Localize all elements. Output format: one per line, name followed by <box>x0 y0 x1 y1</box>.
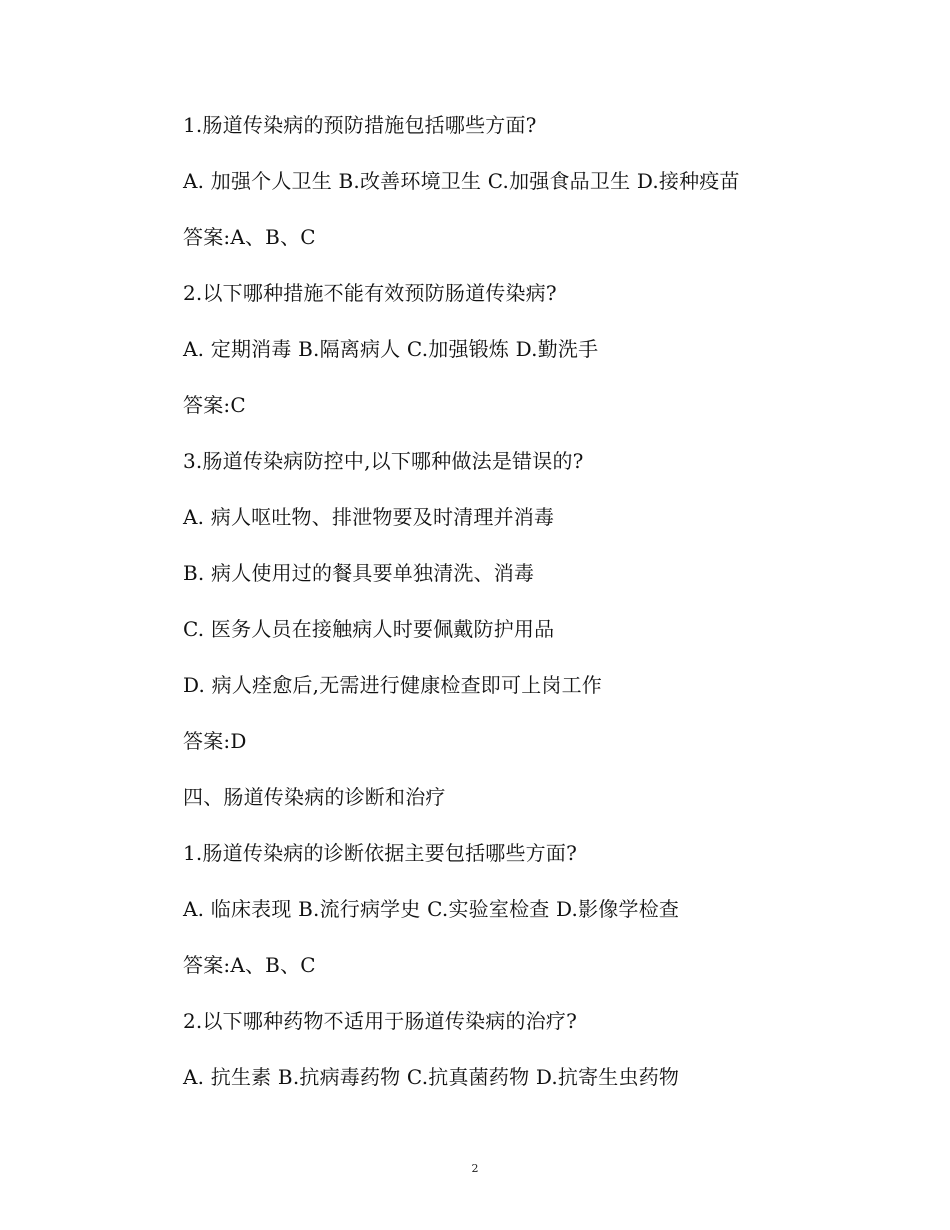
page-number: 2 <box>471 1162 479 1175</box>
question-2-answer: 答案:C <box>183 393 246 417</box>
diagnosis-question-1-answer: 答案:A、B、C <box>183 953 316 977</box>
question-3-answer: 答案:D <box>183 729 247 753</box>
question-1-options: A. 加强个人卫生 B.改善环境卫生 C.加强食品卫生 D.接种疫苗 <box>183 169 740 193</box>
question-3-option-a: A. 病人呕吐物、排泄物要及时清理并消毒 <box>183 505 555 529</box>
question-3-option-c: C. 医务人员在接触病人时要佩戴防护用品 <box>183 617 555 641</box>
diagnosis-question-2-text: 2.以下哪种药物不适用于肠道传染病的治疗? <box>183 1009 578 1033</box>
diagnosis-question-2-options: A. 抗生素 B.抗病毒药物 C.抗真菌药物 D.抗寄生虫药物 <box>183 1065 680 1089</box>
question-2-options: A. 定期消毒 B.隔离病人 C.加强锻炼 D.勤洗手 <box>183 337 599 361</box>
question-2-text: 2.以下哪种措施不能有效预防肠道传染病? <box>183 281 557 305</box>
question-3-option-b: B. 病人使用过的餐具要单独清洗、消毒 <box>183 561 535 585</box>
document-body <box>183 111 883 1119</box>
diagnosis-question-1-text: 1.肠道传染病的诊断依据主要包括哪些方面? <box>183 841 578 865</box>
question-3-text: 3.肠道传染病防控中,以下哪种做法是错误的? <box>183 449 584 473</box>
question-1-text: 1.肠道传染病的预防措施包括哪些方面? <box>183 113 537 137</box>
diagnosis-question-1-options: A. 临床表现 B.流行病学史 C.实验室检查 D.影像学检查 <box>183 897 680 921</box>
section-heading: 四、肠道传染病的诊断和治疗 <box>183 785 446 809</box>
question-3-option-d: D. 病人痊愈后,无需进行健康检查即可上岗工作 <box>183 673 602 697</box>
question-1-answer: 答案:A、B、C <box>183 225 316 249</box>
